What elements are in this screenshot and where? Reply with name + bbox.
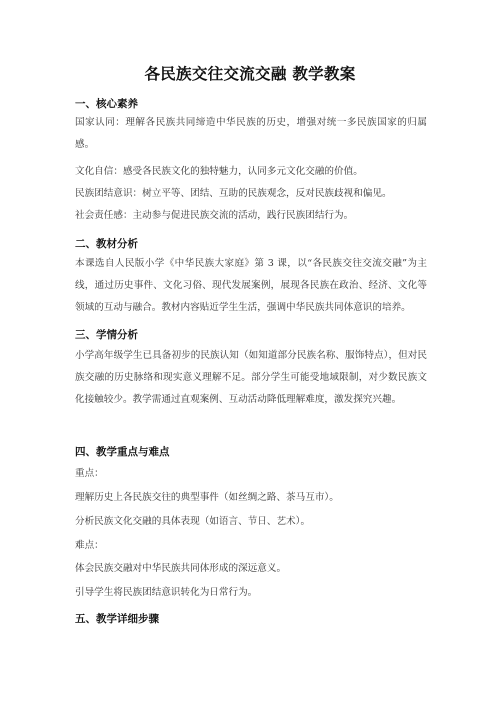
paragraph-national-identity: 国家认同：理解各民族共同缔造中华民族的历史，增强对统一多民族国家的归属感。 [75, 117, 427, 150]
document-title: 各民族交往交流交融 教学教案 [144, 64, 356, 83]
section-heading-core-literacy: 一、核心素养 [75, 98, 138, 110]
paragraph-ethnic-unity: 民族团结意识：树立平等、团结、互助的民族观念，反对民族歧视和偏见。 [75, 188, 392, 199]
label-difficult-points: 难点： [75, 540, 104, 551]
paragraph-student-analysis: 小学高年级学生已具备初步的民族认知（如知道部分民族名称、服饰特点），但对民族交融的历史脉络和现实意义理解不足。部分学生可能受地域限制，对少数民族文化接触较少。教学需通过直观案例、互动活动降低理解难度，激发探究兴趣。 [75, 350, 427, 405]
difficult-point-item: 引导学生将民族团结意识转化为日常行为。 [75, 587, 258, 598]
section-heading-teaching-steps: 五、教学详细步骤 [75, 613, 159, 625]
section-heading-key-difficult-points: 四、教学重点与难点 [75, 446, 170, 458]
section-heading-textbook-analysis: 二、教材分析 [75, 238, 138, 250]
key-point-item: 理解历史上各民族交往的典型事件（如丝绸之路、茶马互市）。 [75, 492, 339, 503]
paragraph-social-responsibility: 社会责任感：主动参与促进民族交流的活动，践行民族团结行为。 [75, 210, 354, 221]
paragraph-cultural-confidence: 文化自信：感受各民族文化的独特魅力，认同多元文化交融的价值。 [75, 166, 363, 177]
difficult-point-item: 体会民族交融对中华民族共同体形成的深远意义。 [75, 563, 287, 574]
key-point-item: 分析民族文化交融的具体表现（如语言、节日、艺术）。 [75, 516, 311, 527]
label-key-points: 重点： [75, 468, 104, 479]
section-heading-student-analysis: 三、学情分析 [75, 329, 138, 341]
paragraph-textbook-analysis: 本课选自人民版小学《中华民族大家庭》第 3 课，以“各民族交往交流交融”为主线，通过历史事件、文化习俗、现代发展案例，展现各民族在政治、经济、文化等领域的互动与融合。教材内容贴近学生生活，强调中华民族共同体意识的培养。 [75, 258, 427, 313]
